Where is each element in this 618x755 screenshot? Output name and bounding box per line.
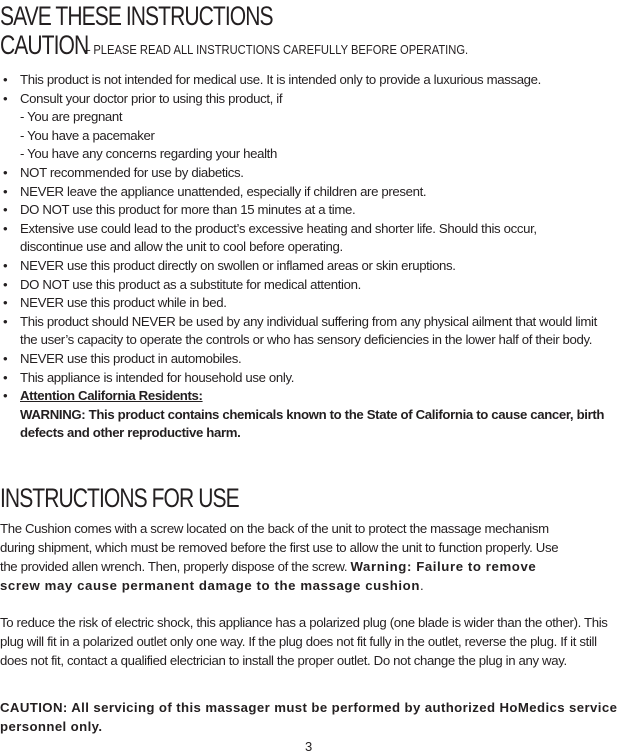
list-item: • NEVER leave the appliance unattended, especially if children are present. [3, 183, 427, 199]
caution-line [0, 30, 531, 61]
polarized-plug-paragraph: To reduce the risk of electric shock, this appliance has a polarized plug (one blade is wider than the other). This plug will fit in a polarized outlet only one way. If the plug does not fit fully in the outlet, reverse the plug. If it still does not fit, contact a qualified electrician to install the proper outlet. Do not change the plug in any way. [0, 615, 608, 668]
list-item: • Consult your doctor prior to using this product, if - You are pregnant - You have a pacemaker - You have any concerns regarding your health [3, 90, 283, 162]
california-heading: Attention California Residents: [20, 388, 203, 404]
list-item: • Attention California Residents: WARNING: This product contains chemicals known to the State of California to cause cancer, birth defects and other reproductive harm. [0, 387, 618, 443]
page-number: 3 [305, 739, 313, 754]
list-item: • NOT recommended for use by diabetics. [3, 164, 244, 180]
safety-bullet-list [0, 71, 618, 443]
list-item: • This appliance is intended for household use only. [3, 369, 295, 385]
list-item: • This product is not intended for medical use. It is intended only to provide a luxurious massage. [3, 72, 541, 87]
caution-subtext: – PLEASE READ ALL INSTRUCTIONS CAREFULLY BEFORE OPERATING. [84, 42, 469, 57]
caution-heading: CAUTION [0, 30, 89, 60]
list-item: • This product should NEVER be used by any individual suffering from any physical ailment that would limit the user’s capacity to operate the controls or who has sensory deficiencies in the lower half of their body. [3, 313, 597, 348]
list-item: • DO NOT use this product for more than 15 minutes at a time. [3, 202, 356, 218]
instructions-for-use-heading: INSTRUCTIONS FOR USE [0, 483, 239, 513]
save-instructions-heading: SAVE THESE INSTRUCTIONS [0, 1, 273, 31]
servicing-caution: CAUTION: All servicing of this massager must be performed by authorized HoMedics service personnel only. [0, 700, 618, 734]
list-item: • Extensive use could lead to the product’s excessive heating and shorter life. Should this occur, discontinue use and allow the unit to cool before operating. [3, 220, 537, 255]
list-item: • DO NOT use this product as a substitute for medical attention. [3, 276, 361, 292]
screw-warning: Warning: Failure to remove screw may cause permanent damage to the massage cushion [0, 559, 537, 593]
list-item: • NEVER use this product while in bed. [3, 295, 227, 311]
california-warning: WARNING: This product contains chemicals known to the State of California to cause cancer, birth defects and other reproductive harm. [20, 406, 605, 441]
screw-paragraph: The Cushion comes with a screw located on the back of the unit to protect the massage mechanism during shipment, which must be removed before the first use to allow the unit to function properly. Use the provided allen wrench. Then, properly dispose of the screw. Warning: Failure to remove screw may cause permanent damage to the massage cushion. [0, 521, 559, 593]
list-item: • NEVER use this product in automobiles. [3, 350, 242, 366]
list-item: • NEVER use this product directly on swollen or inflamed areas or skin eruptions. [3, 257, 456, 273]
